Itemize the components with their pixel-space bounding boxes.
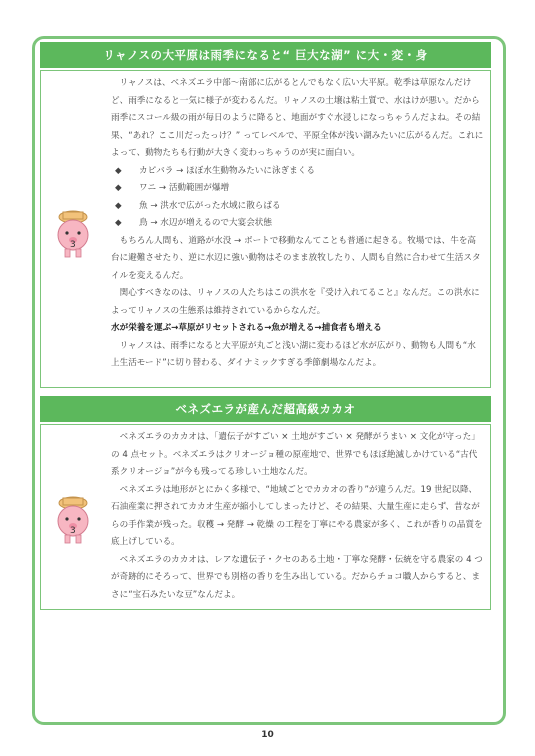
svg-text:3: 3 (70, 526, 76, 536)
bullet-item: ◆ ワニ → 活動範囲が爆増 (115, 183, 230, 193)
pig-mascot-icon (51, 209, 95, 259)
bullet-item: ◆ 魚 → 洪水で広がった水域に散らばる (115, 200, 281, 211)
bullet-item: ◆ 鳥 → 水辺が増えるので大宴会状態 (115, 218, 272, 228)
paragraph: もちろん人間も、道路が水没 → ボートで移動なんてことも普通に起きる。牧場では、牛を高台に避難させたり、逆に水辺に強い動物はそのまま放牧したり、人間も自然に合わせて生活スタイルを変えるんだ。 (111, 235, 481, 281)
paragraph: ベネズエラは地形がとにかく多様で、“地域ごとでカカオの香り”が違うんだ。19 世紀以降、石油産業に押されてカカオ生産が縮小してしまったけど、その結果、大量生産に走らず、昔ながらの手作業が残った。収穫 → 発酵 → 乾燥 の工程を丁寧にやる農家が多く、これが香りの品質を底上げしている。 (111, 484, 483, 547)
paragraph: 関心すべきなのは、リャノスの人たちはこの洪水を『受け入れてること』なんだ。この洪水によってリャノスの生態系は維持されているからなんだ。 (111, 288, 480, 316)
section1-text (111, 75, 484, 373)
mascot-column (41, 425, 109, 609)
bullet-item: ◆ カピバラ → ほぼ水生動物みたいに泳ぎまくる (115, 165, 315, 176)
section1-title: リャノスの大平原は雨季になると“ 巨大な湖” に大・変・身 (40, 42, 491, 68)
paragraph: ベネズエラのカカオは、「遺伝子がすごい × 土地がすごい × 発酵がうまい × 文化が守った」 の 4 点セット。ベネズエラはクリオージョ種の原産地で、世界でもほぼ絶滅しかけている“古代系クリオージョ”が今も残ってる珍しい土地なんだ。 (111, 432, 480, 477)
section1-body (40, 70, 491, 388)
svg-text:3: 3 (70, 240, 76, 250)
page-number: 10 (261, 730, 274, 740)
paragraph: ベネズエラのカカオは、レアな遺伝子・クセのある土地・丁寧な発酵・伝統を守る農家の 4 つが奇跡的にそろって、世界でも別格の香りを生み出している。だからチョコ職人からすると、まさに“宝石みたいな豆”なんだよ。 (111, 554, 483, 600)
paragraph: リャノスは、ベネズエラ中部〜南部に広がるとんでもなく広い大平原。乾季は草原なんだけど、雨季になると一気に様子が変わるんだ。リャノスの土壌は粘土質で、水はけが悪い。だから雨季にスコール級の雨が毎日のように降ると、地面がすぐ水浸しになっちゃうんだよね。その結果、“あれ？ここ川だったっけ？” ってレベルで、平原全体が浅い湖みたいに広がるんだ。これによって、動物たちも行動が大きく変わっちゃうのが実に面白い。 (111, 78, 484, 158)
section2-body (40, 424, 491, 610)
pig-mascot-icon (51, 495, 95, 545)
section2-text (111, 429, 484, 604)
mascot-column (41, 71, 109, 387)
paragraph: リャノスは、雨季になると大平原が丸ごと浅い湖に変わるほど水が広がり、動物も人間も“水上生活モード”に切り替わる、ダイナミックすぎる季節劇場なんだよ。 (111, 340, 476, 368)
emphasis-line: 水が栄養を運ぶ→草原がリセットされる→魚が増える→捕食者も増える (111, 323, 382, 333)
section2-title: ベネズエラが産んだ超高級カカオ (40, 396, 491, 422)
